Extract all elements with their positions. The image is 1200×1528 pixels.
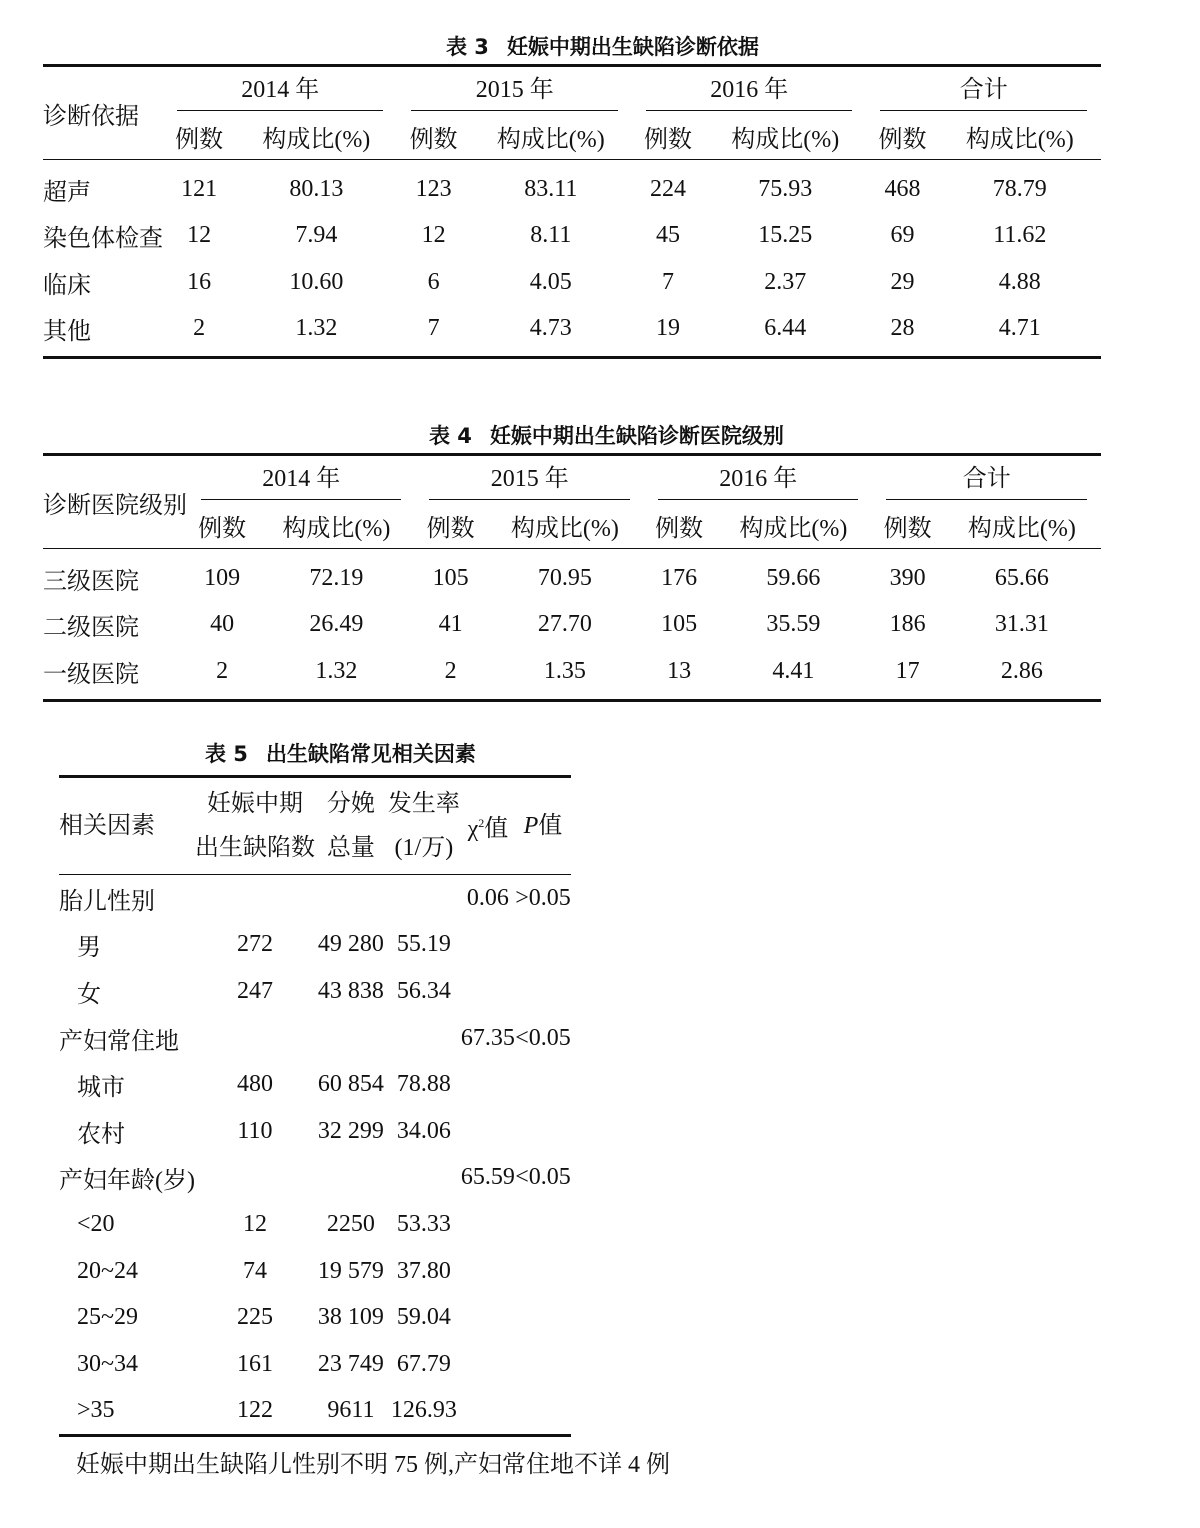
table3-sub-header: 例数: [397, 113, 469, 160]
table4-row-label: 二级医院: [43, 615, 139, 642]
table5-cell-p: [515, 1388, 571, 1436]
table3-cell: 2: [163, 306, 235, 358]
table5-cell-chi2: 0.06: [466, 884, 509, 911]
table3: [43, 64, 1101, 359]
table5-cell-rate: 34.06: [396, 1117, 451, 1144]
table5-cell-cases: [195, 875, 315, 922]
table5-title: 出生缺陷常见相关因素: [265, 742, 476, 766]
table5-cell-p: [515, 968, 571, 1015]
table5-cell-chi2: [461, 968, 515, 1015]
table4-cell: 35.59: [766, 611, 821, 638]
table3-row: [43, 213, 1101, 260]
table3-group-header: 合计: [866, 67, 1101, 113]
table3-cell: 29: [890, 268, 915, 295]
table3-sub-header: 例数: [163, 113, 235, 160]
table4-group-header: 2016 年: [644, 456, 872, 502]
table3-title: 妊娠中期出生缺陷诊断依据: [506, 35, 759, 59]
table5-row: [59, 922, 571, 969]
table3-cell: 19: [632, 306, 704, 358]
table5-row: [59, 1061, 571, 1108]
table5-cell-births: 19 579: [317, 1257, 384, 1284]
table3-cell: 2.37: [764, 268, 807, 295]
table5-cell-births: 43 838: [317, 977, 384, 1004]
table4-cell: 109: [204, 564, 241, 591]
table5-cell-rate: 56.34: [396, 977, 451, 1004]
table3-sub-header: 例数: [866, 113, 938, 160]
table4-cell: 105: [661, 611, 698, 638]
table3-cell: 6.44: [704, 306, 866, 358]
table5-row-label: 产妇年龄(岁): [59, 1168, 195, 1195]
table3-sub-header: 构成比(%): [704, 113, 866, 160]
table3-cell: 4.71: [939, 306, 1101, 358]
table5-cell-p: <0.05: [515, 1024, 571, 1051]
table3-cell: 1.32: [235, 306, 397, 358]
table5-header-chi2: $\chi^2$值: [461, 778, 515, 875]
table5-cell-chi2: 67.35: [460, 1024, 515, 1051]
table5-cell-chi2: [461, 1108, 515, 1155]
table5-row: [59, 1201, 571, 1248]
table5-row: [59, 1294, 571, 1341]
table4-cell: 72.19: [309, 564, 364, 591]
table3-cell: 15.25: [758, 222, 813, 249]
table4-cell: 4.41: [714, 648, 872, 700]
table3-sub-header: 例数: [632, 113, 704, 160]
table5-cell-rate: 78.88: [396, 1071, 451, 1098]
table5-cell-cases: 247: [236, 977, 273, 1004]
table5-cell-p: [515, 1201, 571, 1248]
table5-cell-cases: [195, 1015, 315, 1062]
table5-cell-rate: [387, 1015, 461, 1062]
table3-group-header: 2015 年: [397, 67, 631, 113]
table5-cell-rate: 59.04: [396, 1304, 451, 1331]
table3-cell: 78.79: [992, 175, 1047, 202]
table5-cell-chi2: [461, 1388, 515, 1436]
table3-row-label: 染色体检查: [43, 226, 163, 253]
table5-header-rate: 发生率 (1/万): [387, 778, 461, 875]
table5-row: [59, 1248, 571, 1295]
table3-row: [43, 259, 1101, 306]
table3-cell: 8.11: [530, 222, 572, 249]
table5-cell-cases: 74: [242, 1257, 267, 1284]
table5-number: 表 5: [205, 742, 248, 766]
table5-cell-births: [315, 1155, 387, 1202]
table5-cell-p: [515, 1341, 571, 1388]
table4-cell: 1.35: [486, 648, 644, 700]
table3-cell: 7: [397, 306, 469, 358]
table5-header-factor: 相关因素: [59, 778, 195, 875]
table4-sub-header: 构成比(%): [714, 502, 872, 549]
table4-cell: 17: [872, 648, 942, 700]
table3-sub-header-row: [43, 113, 1101, 160]
table3-row-header: 诊断依据: [43, 67, 163, 160]
table5-row: [59, 875, 571, 922]
table3-row-label: 其他: [43, 306, 163, 358]
table5-cell-rate: 126.93: [387, 1388, 461, 1436]
table3-cell: 11.62: [993, 222, 1047, 249]
table5-row-label: 30~34: [77, 1350, 138, 1377]
table5-cell-p: [515, 1061, 571, 1108]
table5-cell-chi2: [461, 1294, 515, 1341]
table5-row-label: 产妇常住地: [59, 1028, 179, 1055]
table5-cell-cases: 225: [236, 1304, 273, 1331]
table5-cell-cases: 110: [237, 1117, 273, 1144]
table5-row: [59, 1341, 571, 1388]
table5-row-label: 女: [77, 981, 101, 1008]
table5-cell-p: [515, 1294, 571, 1341]
table3-group-header: 2014 年: [163, 67, 397, 113]
table3-row-label: 超声: [43, 179, 91, 206]
table3-cell: 28: [866, 306, 938, 358]
table3-cell: 4.73: [470, 306, 632, 358]
table5-header-births: 分娩 总量: [315, 778, 387, 875]
table4-cell: 2: [187, 648, 257, 700]
table3-sub-header: 构成比(%): [470, 113, 632, 160]
table3-cell: 6: [427, 268, 440, 295]
table3-cell: 75.93: [758, 175, 813, 202]
table5-cell-births: [315, 875, 387, 922]
table5-row: [59, 1388, 571, 1436]
table3-row: [43, 306, 1101, 358]
table4-title: 妊娠中期出生缺陷诊断医院级别: [489, 424, 784, 448]
table5-row-label: 20~24: [77, 1257, 138, 1284]
table5-cell-rate: [387, 1155, 461, 1202]
table4-group-header: 合计: [872, 456, 1101, 502]
table4-cell: 2.86: [943, 648, 1101, 700]
table5-row: [59, 968, 571, 1015]
table5-cell-cases: 12: [242, 1210, 267, 1237]
table4-cell: 40: [210, 611, 235, 638]
table5-footnote: 妊娠中期出生缺陷儿性别不明 75 例,产妇常住地不详 4 例: [76, 1452, 670, 1478]
table3-cell: 4.88: [998, 268, 1041, 295]
table4-cell: 31.31: [994, 611, 1049, 638]
table4-cell: 105: [432, 564, 469, 591]
table4-cell: 26.49: [309, 611, 364, 638]
table5-cell-p: [515, 1248, 571, 1295]
table4-sub-header: 构成比(%): [486, 502, 644, 549]
table5-row-label: 男: [77, 935, 101, 962]
table3-cell: 121: [181, 175, 218, 202]
table3-sub-header: 构成比(%): [939, 113, 1101, 160]
table4-number: 表 4: [429, 424, 472, 448]
table5-cell-chi2: [461, 1201, 515, 1248]
table5-cell-chi2: 65.59: [460, 1164, 515, 1191]
table5-row: [59, 1108, 571, 1155]
table4-cell: 41: [438, 611, 463, 638]
table5-cell-rate: 55.19: [396, 931, 451, 958]
table5-cell-births: 23 749: [317, 1350, 384, 1377]
table5-cell-p: [515, 922, 571, 969]
table5-cell-rate: [387, 875, 461, 922]
table4-sub-header: 例数: [415, 502, 485, 549]
table4-sub-header: 构成比(%): [943, 502, 1101, 549]
table5-cell-rate: 67.79: [396, 1350, 451, 1377]
table3-cell: 69: [890, 222, 915, 249]
table4-row-header: 诊断医院级别: [43, 456, 187, 549]
table5-cell-births: [315, 1015, 387, 1062]
table3-cell: 45: [656, 222, 681, 249]
table4-row: [43, 648, 1101, 700]
table5-cell-rate: 37.80: [396, 1257, 451, 1284]
table5-cell-cases: 272: [236, 931, 273, 958]
table5-cell-births: 9611: [315, 1388, 387, 1436]
table5-cell-rate: 53.33: [396, 1210, 451, 1237]
table4-cell: 27.70: [537, 611, 592, 638]
table3-row-label: 临床: [43, 272, 91, 299]
table4-cell: 70.95: [537, 564, 592, 591]
table3-cell: 7.94: [295, 222, 338, 249]
table3-cell: 10.60: [289, 268, 344, 295]
table4-sub-header-row: [43, 502, 1101, 549]
table5: [59, 775, 571, 1437]
table5-cell-chi2: [461, 1341, 515, 1388]
table5-row-label: 农村: [77, 1121, 125, 1148]
table4-group-header: 2014 年: [187, 456, 415, 502]
table5-row-label: >35: [59, 1388, 195, 1436]
table5-cell-chi2: [461, 922, 515, 969]
table3-cell: 7: [662, 268, 675, 295]
table5-cell-p: [515, 1108, 571, 1155]
table3-sub-header: 构成比(%): [235, 113, 397, 160]
table5-cell-chi2: [461, 1061, 515, 1108]
table3-cell: 83.11: [524, 175, 578, 202]
table3-cell: 12: [421, 222, 446, 249]
table4-sub-header: 构成比(%): [257, 502, 415, 549]
table5-cell-cases: 480: [236, 1071, 273, 1098]
table5-cell-cases: 122: [195, 1388, 315, 1436]
table5-row: [59, 1155, 571, 1202]
table5-cell-births: 38 109: [317, 1304, 384, 1331]
table4-cell: 176: [661, 564, 698, 591]
table4-cell: 390: [889, 564, 926, 591]
table4-cell: 2: [415, 648, 485, 700]
table5-header-row: [59, 778, 571, 875]
table3-cell: 16: [187, 268, 212, 295]
table4-cell: 13: [644, 648, 714, 700]
table5-row-label: 胎儿性别: [59, 888, 155, 915]
table4-caption: [429, 420, 784, 450]
table5-header-cases: 妊娠中期 出生缺陷数: [195, 778, 315, 875]
table4-cell: 65.66: [994, 564, 1049, 591]
table5-cell-chi2: [461, 1248, 515, 1295]
table5-cell-births: 49 280: [317, 931, 384, 958]
table5-row-label: 城市: [77, 1075, 125, 1102]
table5-cell-cases: 161: [236, 1350, 273, 1377]
table3-cell: 224: [650, 175, 687, 202]
table3-cell: 12: [187, 222, 212, 249]
table3-cell: 123: [415, 175, 452, 202]
table4: [43, 453, 1101, 702]
table3-cell: 80.13: [289, 175, 344, 202]
table4-sub-header: 例数: [644, 502, 714, 549]
table5-cell-births: 2250: [326, 1210, 375, 1237]
table5-cell-births: 60 854: [317, 1071, 384, 1098]
table4-sub-header: 例数: [187, 502, 257, 549]
table4-group-header: 2015 年: [415, 456, 643, 502]
table3-group-header: 2016 年: [632, 67, 866, 113]
table4-row-label: 一级医院: [43, 648, 187, 700]
table5-cell-p: >0.05: [515, 884, 571, 911]
table5-cell-cases: [195, 1155, 315, 1202]
table3-cell: 4.05: [529, 268, 572, 295]
table3-cell: 468: [884, 175, 921, 202]
table5-cell-p: <0.05: [515, 1164, 571, 1191]
table4-row: [43, 602, 1101, 649]
table4-row-label: 三级医院: [43, 568, 139, 595]
table4-cell: 59.66: [766, 564, 821, 591]
table5-header-p: P值: [515, 778, 571, 875]
table5-caption: [205, 738, 476, 768]
table5-row-label: 25~29: [77, 1304, 138, 1331]
table5-row: [59, 1015, 571, 1062]
table4-cell: 1.32: [257, 648, 415, 700]
table5-row-label: <20: [77, 1210, 115, 1237]
table4-cell: 186: [889, 611, 926, 638]
table3-caption: [446, 31, 759, 61]
table5-cell-births: 32 299: [317, 1117, 384, 1144]
table4-row: [43, 549, 1101, 602]
table3-row: [43, 160, 1101, 213]
table4-sub-header: 例数: [872, 502, 942, 549]
table3-number: 表 3: [446, 35, 489, 59]
